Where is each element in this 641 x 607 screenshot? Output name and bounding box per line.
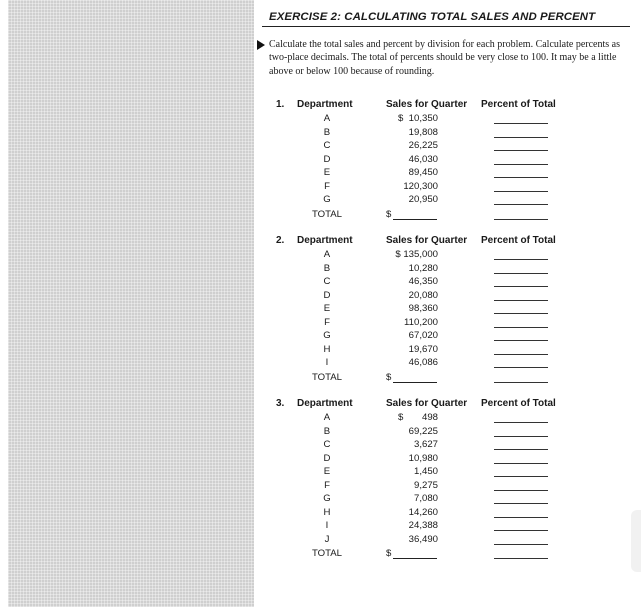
sales-value: $ 498 bbox=[397, 412, 438, 423]
column-header-percent: Percent of Total bbox=[481, 235, 556, 246]
page-title: EXERCISE 2: CALCULATING TOTAL SALES AND PERCENT bbox=[269, 11, 596, 23]
department-label: G bbox=[323, 194, 331, 205]
sales-value: $ 10,350 bbox=[397, 113, 438, 124]
column-header-department: Department bbox=[297, 398, 353, 409]
sales-value: 24,388 bbox=[408, 520, 438, 531]
problem-number: 3. bbox=[276, 398, 285, 409]
total-sales-blank bbox=[393, 558, 437, 559]
sales-value: 46,030 bbox=[408, 153, 438, 165]
total-label: TOTAL bbox=[311, 371, 343, 383]
left-gray-pattern-panel bbox=[8, 0, 254, 607]
department-label: G bbox=[323, 330, 331, 341]
column-header-percent: Percent of Total bbox=[481, 398, 556, 409]
department-label: B bbox=[323, 262, 331, 274]
percent-answer-blank bbox=[494, 476, 548, 477]
department-label: E bbox=[323, 466, 331, 477]
percent-answer-blank bbox=[494, 544, 548, 545]
percent-answer-blank bbox=[494, 340, 548, 341]
sales-value: 46,086 bbox=[408, 357, 438, 368]
total-sales-blank bbox=[393, 219, 437, 220]
sales-value: 3,627 bbox=[413, 439, 438, 450]
sales-value: 20,950 bbox=[408, 194, 438, 205]
percent-answer-blank bbox=[494, 422, 548, 423]
department-label: H bbox=[323, 343, 331, 355]
department-label: A bbox=[323, 412, 331, 423]
column-header-sales: Sales for Quarter bbox=[386, 235, 468, 246]
department-label: A bbox=[323, 249, 331, 260]
sales-value: 20,080 bbox=[408, 289, 438, 301]
percent-answer-blank bbox=[494, 259, 548, 260]
total-currency-sign: $ bbox=[386, 548, 392, 559]
total-currency-sign: $ bbox=[386, 208, 392, 220]
department-label: E bbox=[323, 167, 331, 178]
percent-answer-blank bbox=[494, 313, 548, 314]
problem-number: 2. bbox=[276, 235, 285, 246]
percent-answer-blank bbox=[494, 300, 548, 301]
sales-value: 46,350 bbox=[408, 276, 438, 287]
percent-answer-blank bbox=[494, 286, 548, 287]
department-label: I bbox=[325, 520, 329, 531]
department-label: C bbox=[323, 276, 331, 287]
sales-value: 9,275 bbox=[413, 479, 438, 491]
percent-answer-blank bbox=[494, 490, 548, 491]
percent-answer-blank bbox=[494, 327, 548, 328]
percent-answer-blank bbox=[494, 382, 548, 383]
column-header-department: Department bbox=[297, 235, 353, 246]
sales-value: 98,360 bbox=[408, 303, 438, 314]
percent-answer-blank bbox=[494, 123, 548, 124]
department-label: D bbox=[323, 153, 331, 165]
department-label: D bbox=[323, 452, 331, 464]
percent-answer-blank bbox=[494, 177, 548, 178]
percent-answer-blank bbox=[494, 558, 548, 559]
total-label: TOTAL bbox=[311, 208, 343, 220]
department-label: F bbox=[324, 479, 330, 491]
sales-value: 120,300 bbox=[403, 180, 438, 192]
total-currency-sign: $ bbox=[386, 371, 392, 383]
department-label: B bbox=[323, 425, 331, 437]
department-label: E bbox=[323, 303, 331, 314]
total-sales-blank bbox=[393, 382, 437, 383]
sales-value: 1,450 bbox=[413, 466, 438, 477]
sales-value: 14,260 bbox=[408, 506, 438, 518]
percent-answer-blank bbox=[494, 150, 548, 151]
total-label: TOTAL bbox=[311, 548, 343, 559]
arrow-bullet-icon bbox=[257, 40, 265, 50]
instructions-text: Calculate the total sales and percent by division for each problem. Calculate percents as two-place decimals. The total of percents should be very close to 100. It may be a little above or below 100 because of rounding. bbox=[269, 39, 620, 77]
percent-answer-blank bbox=[494, 463, 548, 464]
department-label: J bbox=[324, 533, 330, 545]
department-label: F bbox=[324, 180, 330, 192]
sales-value: $ 135,000 bbox=[395, 249, 438, 260]
sales-value: 110,200 bbox=[404, 316, 438, 328]
column-header-sales: Sales for Quarter bbox=[386, 398, 468, 409]
sales-value: 89,450 bbox=[408, 167, 438, 178]
department-label: A bbox=[323, 113, 331, 124]
column-header-sales: Sales for Quarter bbox=[386, 99, 468, 110]
right-edge-tab bbox=[631, 510, 641, 572]
sales-value: 69,225 bbox=[408, 425, 438, 437]
percent-answer-blank bbox=[494, 164, 548, 165]
percent-answer-blank bbox=[494, 273, 548, 274]
percent-answer-blank bbox=[494, 517, 548, 518]
sales-value: 7,080 bbox=[413, 493, 438, 504]
percent-answer-blank bbox=[494, 137, 548, 138]
percent-answer-blank bbox=[494, 503, 548, 504]
sales-value: 19,670 bbox=[408, 343, 438, 355]
department-label: I bbox=[325, 357, 329, 368]
percent-answer-blank bbox=[494, 219, 548, 220]
department-label: F bbox=[324, 316, 330, 328]
column-header-percent: Percent of Total bbox=[481, 99, 556, 110]
department-label: D bbox=[323, 289, 331, 301]
percent-answer-blank bbox=[494, 191, 548, 192]
department-label: C bbox=[323, 140, 331, 151]
percent-answer-blank bbox=[494, 204, 548, 205]
percent-answer-blank bbox=[494, 436, 548, 437]
sales-value: 36,490 bbox=[408, 533, 438, 545]
sales-value: 10,980 bbox=[408, 452, 438, 464]
percent-answer-blank bbox=[494, 449, 548, 450]
percent-answer-blank bbox=[494, 354, 548, 355]
department-label: G bbox=[323, 493, 331, 504]
sales-value: 19,808 bbox=[408, 126, 438, 138]
department-label: H bbox=[323, 506, 331, 518]
sales-value: 10,280 bbox=[408, 262, 438, 274]
percent-answer-blank bbox=[494, 367, 548, 368]
percent-answer-blank bbox=[494, 530, 548, 531]
sales-value: 26,225 bbox=[408, 140, 438, 151]
problem-number: 1. bbox=[276, 99, 285, 110]
column-header-department: Department bbox=[297, 99, 353, 110]
department-label: C bbox=[323, 439, 331, 450]
sales-value: 67,020 bbox=[408, 330, 438, 341]
department-label: B bbox=[323, 126, 331, 138]
